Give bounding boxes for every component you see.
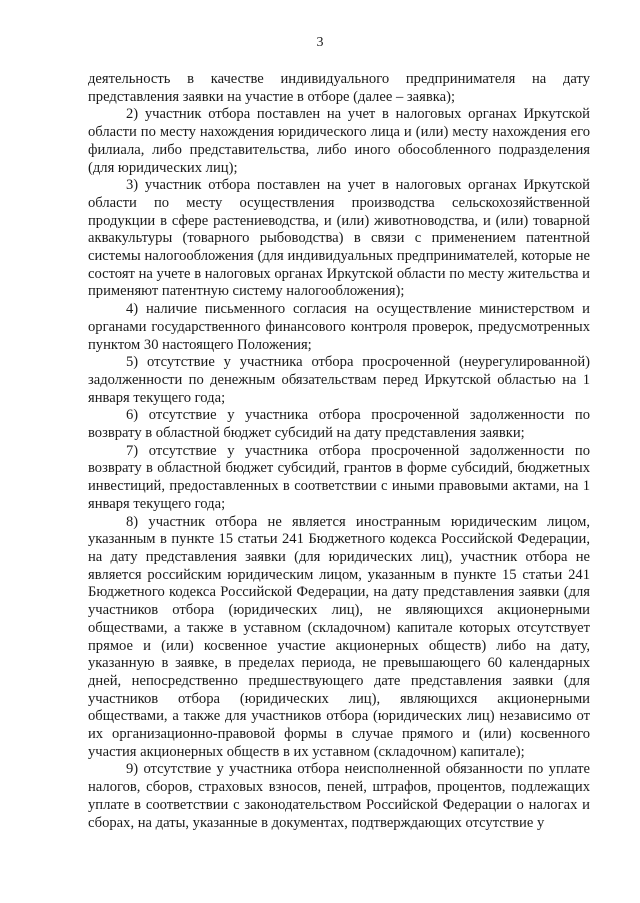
paragraph-item-5: 5) отсутствие у участника отбора просроченной (неурегулированной) задолженности по денежным обязательствам перед Иркутской областью на 1 января текущего года; — [88, 354, 590, 406]
paragraph-item-8: 8) участник отбора не является иностранным юридическим лицом, указанным в пункте 15 статьи 241 Бюджетного кодекса Российской Федерации, на дату представления заявки (для юридических лиц), участник отбора не является российским юридическим лицом, указанным в пункте 15 статьи 241 Бюджетного кодекса Российской Федерации, на дату представления заявки (для участников отбора (юридических лиц), не являющихся акционерными обществами, а также в уставном (складочном) капитале которых отсутствует прямое и (или) косвенное участие акционерных обществ) либо на дату, указанную в заявке, в пределах периода, не превышающего 60 календарных дней, непосредственно предшествующего дате представления заявки (для участников отбора (юридических лиц), являющихся акционерными обществами, а также для участников отбора (юридических лиц) независимо от их организационно-правовой формы в случае прямого и (или) косвенного участия акционерных обществ в их уставном (складочном) капитале); — [88, 513, 590, 760]
paragraph-item-9: 9) отсутствие у участника отбора неисполненной обязанности по уплате налогов, сборов, страховых взносов, пеней, штрафов, процентов, подлежащих уплате в соответствии с законодательством Российской Федерации о налогах и сборах, на даты, указанные в документах, подтверждающих отсутствие у — [88, 761, 590, 831]
paragraph-continuation: деятельность в качестве индивидуального предпринимателя на дату представления заявки на участие в отборе (далее – заявка); — [88, 71, 590, 105]
paragraph-item-4: 4) наличие письменного согласия на осуществление министерством и органами государственного финансового контроля проверок, предусмотренных пунктом 30 настоящего Положения; — [88, 301, 590, 353]
document-body — [88, 71, 590, 832]
paragraph-item-3: 3) участник отбора поставлен на учет в налоговых органах Иркутской области по месту осуществления производства сельскохозяйственной продукции в сфере растениеводства, и (или) животноводства, и (или) товарной аквакультуры (товарного рыбоводства) в связи с применением патентной системы налогообложения (для индивидуальных предпринимателей, которые не состоят на учете в налоговых органах Иркутской области по месту жительства и применяют патентную систему налогообложения); — [88, 177, 590, 300]
page-number: 3 — [316, 35, 324, 50]
paragraph-item-7: 7) отсутствие у участника отбора просроченной задолженности по возврату в областной бюджет субсидий, грантов в форме субсидий, бюджетных инвестиций, предоставленных в соответствии с иными правовыми актами, на 1 января текущего года; — [88, 442, 590, 512]
paragraph-item-2: 2) участник отбора поставлен на учет в налоговых органах Иркутской области по месту нахождения юридического лица и (или) месту нахождения его филиала, либо представительства, либо иного обособленного подразделения (для юридических лиц); — [88, 106, 590, 176]
paragraph-item-6: 6) отсутствие у участника отбора просроченной задолженности по возврату в областной бюджет субсидий на дату представления заявки; — [88, 407, 590, 442]
